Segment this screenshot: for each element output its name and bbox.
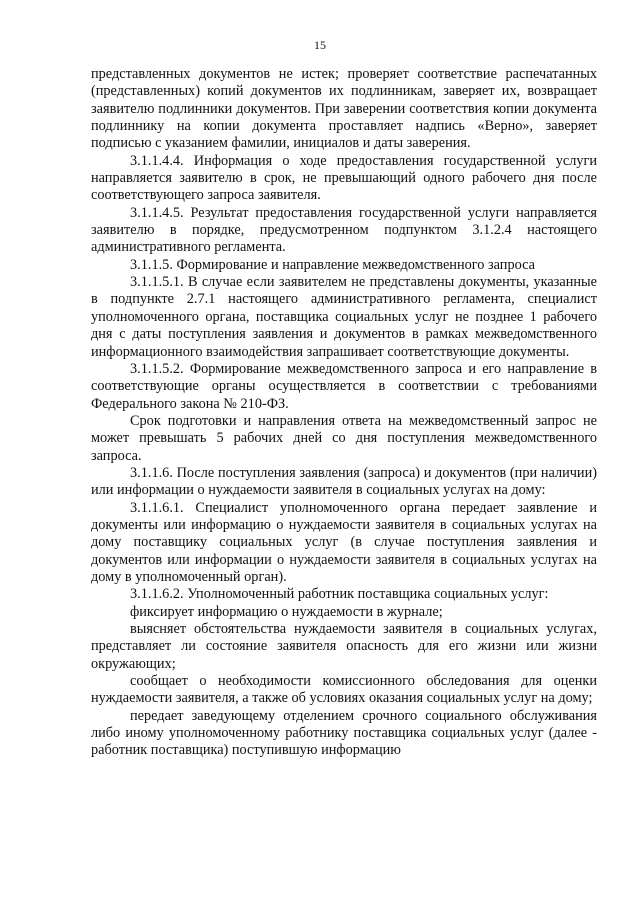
paragraph: 3.1.1.5.1. В случае если заявителем не представлены документы, указанные в подпункте 2.7.1 настоящего административного регламента, специалист уполномоченного органа, поставщика социальных услуг не позднее 1 рабочего дня с даты поступления заявления и документов в рамках межведомственного информационного взаимодействия запрашивает соответствующие документы.	[91, 274, 597, 360]
paragraph: фиксирует информацию о нуждаемости в журнале;	[130, 603, 443, 620]
paragraph: Срок подготовки и направления ответа на межведомственный запрос не может превышать 5 рабочих дней со дня поступления межведомственного запроса.	[91, 412, 597, 464]
paragraph: передает заведующему отделением срочного социального обслуживания либо иному уполномоченному работнику поставщика социальных услуг (далее - работник поставщика) поступившую информацию	[91, 707, 597, 759]
paragraph: 3.1.1.6.1. Специалист уполномоченного органа передает заявление и документы или информацию о нуждаемости заявителя в социальных услугах на дому поставщику социальных услуг (в случае поступления заявления и документов или информации о нуждаемости заявителя в социальных услугах на дому в уполномоченный орган).	[91, 499, 597, 585]
page-number: 15	[314, 38, 326, 52]
document-body	[91, 66, 597, 760]
paragraph: 3.1.1.6.2. Уполномоченный работник поставщика социальных услуг:	[130, 586, 549, 603]
paragraph: 3.1.1.4.4. Информация о ходе предоставления государственной услуги направляется заявителю в срок, не превышающий одного рабочего дня после соответствующего запроса заявителя.	[91, 152, 597, 204]
paragraph: 3.1.1.4.5. Результат предоставления государственной услуги направляется заявителю в порядке, предусмотренном подпунктом 3.1.2.4 настоящего административного регламента.	[91, 204, 597, 256]
paragraph: представленных документов не истек; проверяет соответствие распечатанных (представленных) копий документов их подлинникам, заверяет их, возвращает заявителю подлинники документов. При заверении соответствия копии документа подлиннику на копии документа проставляет надпись «Верно», заверяет подписью с указанием фамилии, инициалов и даты заверения.	[91, 66, 597, 152]
paragraph: сообщает о необходимости комиссионного обследования для оценки нуждаемости заявителя, а также об условиях оказания социальных услуг на дому;	[91, 673, 597, 707]
paragraph: 3.1.1.6. После поступления заявления (запроса) и документов (при наличии) или информации о нуждаемости заявителя в социальных услугах на дому:	[91, 464, 597, 499]
paragraph: 3.1.1.5.2. Формирование межведомственного запроса и его направление в соответствующие органы осуществляется в соответствии с требованиями Федерального закона № 210-ФЗ.	[91, 360, 597, 412]
paragraph: выясняет обстоятельства нуждаемости заявителя в социальных услугах, представляет ли состояние заявителя опасность для его жизни или жизни окружающих;	[91, 621, 597, 672]
paragraph: 3.1.1.5. Формирование и направление межведомственного запроса	[130, 256, 535, 273]
